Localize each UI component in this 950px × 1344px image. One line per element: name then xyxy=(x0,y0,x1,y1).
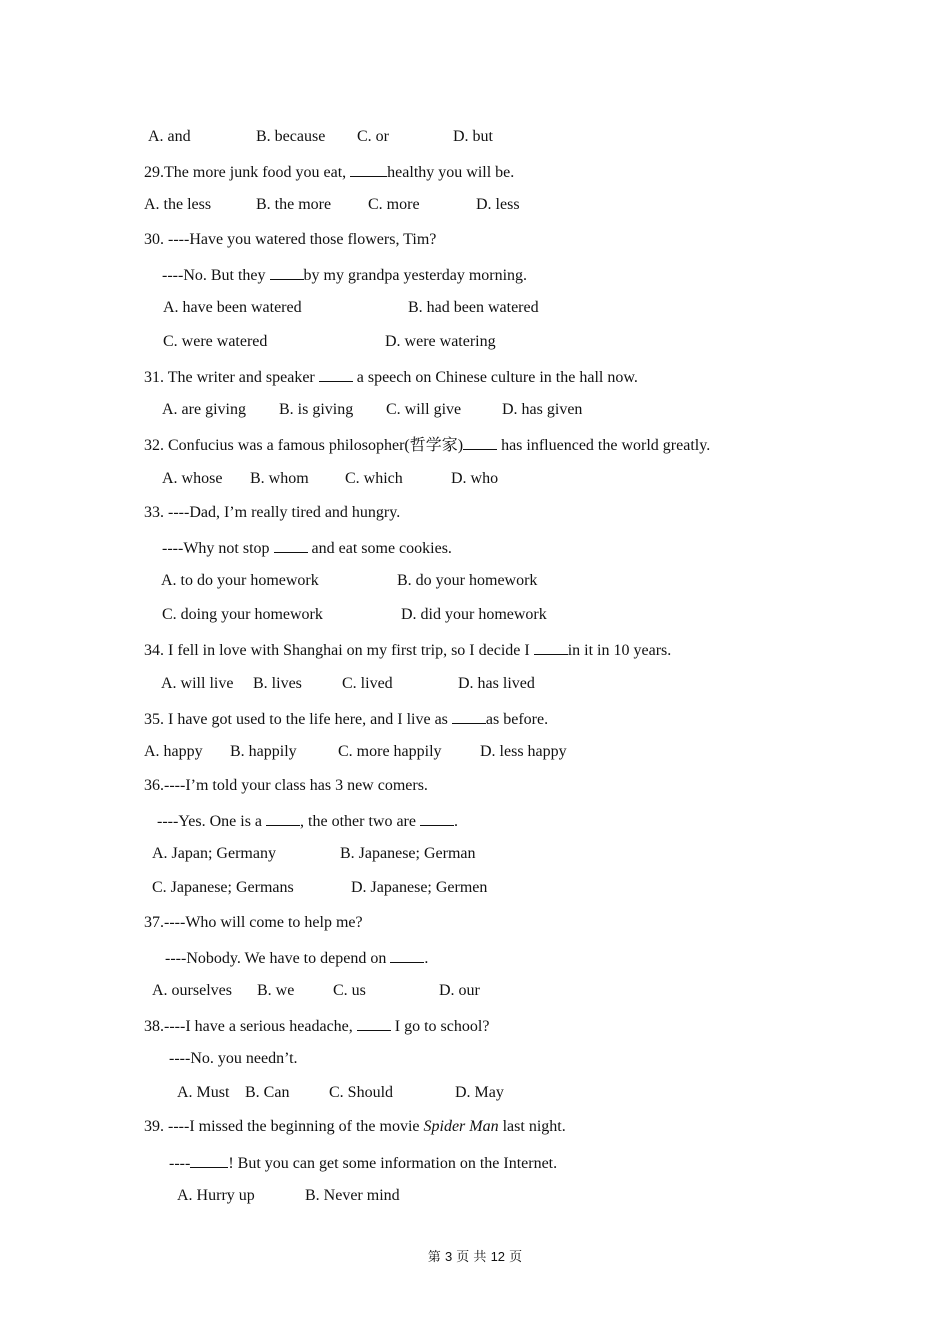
page-footer: 第 3 页 共 12 页 xyxy=(427,1249,523,1265)
answer-blank xyxy=(270,264,304,280)
q34-option-d: D. has lived xyxy=(458,675,535,692)
q30-option-a: A. have been watered xyxy=(163,299,302,316)
answer-blank xyxy=(534,639,568,655)
q32-option-d: D. who xyxy=(451,470,499,487)
q29-option-b: B. the more xyxy=(256,196,332,213)
q29-question: 29.The more junk food you eat, healthy you will be. xyxy=(144,161,514,183)
answer-blank xyxy=(390,947,424,963)
answer-blank xyxy=(274,537,308,553)
q36-option-b: B. Japanese; German xyxy=(340,845,476,862)
q28-option-d: D. but xyxy=(453,128,493,145)
q34-option-b: B. lives xyxy=(253,675,302,692)
q28-option-a: A. and xyxy=(148,128,191,145)
q33-option-d: D. did your homework xyxy=(401,606,547,623)
q28-option-b: B. because xyxy=(256,128,326,145)
q31-question: 31. The writer and speaker a speech on Chinese culture in the hall now. xyxy=(144,366,638,388)
answer-blank xyxy=(266,810,300,826)
q30-option-d: D. were watering xyxy=(385,333,496,350)
q37-option-d: D. our xyxy=(439,982,480,999)
answer-blank xyxy=(190,1152,228,1168)
q35-question: 35. I have got used to the life here, and I live as as before. xyxy=(144,708,548,730)
q35-option-a: A. happy xyxy=(144,743,203,760)
q38-option-d: D. May xyxy=(455,1084,504,1101)
q38-response: ----No. you needn’t. xyxy=(169,1050,298,1067)
q33-question: 33. ----Dad, I’m really tired and hungry. xyxy=(144,504,401,521)
q36-option-a: A. Japan; Germany xyxy=(152,845,276,862)
q36-option-d: D. Japanese; Germen xyxy=(351,879,488,896)
answer-blank xyxy=(350,161,387,177)
q30-option-c: C. were watered xyxy=(163,333,268,350)
page-number: 3 xyxy=(444,1249,453,1264)
q30-response: ----No. But they by my grandpa yesterday morning. xyxy=(162,264,527,286)
q39-response: ---- ! But you can get some information on the Internet. xyxy=(169,1152,557,1174)
q36-response: ----Yes. One is a , the other two are . xyxy=(157,810,458,832)
q32-question: 32. Confucius was a famous philosopher(哲学家) has influenced the world greatly. xyxy=(144,434,710,456)
q37-option-b: B. we xyxy=(257,982,295,999)
q39-option-a: A. Hurry up xyxy=(177,1187,255,1204)
q35-option-c: C. more happily xyxy=(338,743,442,760)
answer-blank xyxy=(463,434,497,450)
q28-option-c: C. or xyxy=(357,128,389,145)
q29-option-a: A. the less xyxy=(144,196,212,213)
q32-option-a: A. whose xyxy=(162,470,223,487)
q32-option-c: C. which xyxy=(345,470,403,487)
q31-option-d: D. has given xyxy=(502,401,583,418)
q35-option-b: B. happily xyxy=(230,743,297,760)
q31-option-b: B. is giving xyxy=(279,401,354,418)
answer-blank xyxy=(357,1015,391,1031)
q37-option-a: A. ourselves xyxy=(152,982,232,999)
q29-option-c: C. more xyxy=(368,196,420,213)
q37-response: ----Nobody. We have to depend on . xyxy=(165,947,428,969)
total-pages: 12 xyxy=(490,1249,506,1264)
q34-option-a: A. will live xyxy=(161,675,234,692)
q33-response: ----Why not stop and eat some cookies. xyxy=(162,537,452,559)
q37-option-c: C. us xyxy=(333,982,366,999)
q30-question: 30. ----Have you watered those flowers, Tim? xyxy=(144,231,437,248)
q38-question: 38.----I have a serious headache, I go to school? xyxy=(144,1015,489,1037)
q34-option-c: C. lived xyxy=(342,675,393,692)
q38-option-a: A. Must xyxy=(177,1084,230,1101)
q35-option-d: D. less happy xyxy=(480,743,567,760)
q33-option-a: A. to do your homework xyxy=(161,572,319,589)
q39-question: 39. ----I missed the beginning of the movie Spider Man last night. xyxy=(144,1118,566,1135)
q36-question: 36.----I’m told your class has 3 new comers. xyxy=(144,777,428,794)
q31-option-a: A. are giving xyxy=(162,401,246,418)
q37-question: 37.----Who will come to help me? xyxy=(144,914,363,931)
q29-option-d: D. less xyxy=(476,196,520,213)
q38-option-b: B. Can xyxy=(245,1084,290,1101)
answer-blank xyxy=(420,810,454,826)
q31-option-c: C. will give xyxy=(386,401,462,418)
q38-option-c: C. Should xyxy=(329,1084,394,1101)
answer-blank xyxy=(452,708,486,724)
q36-option-c: C. Japanese; Germans xyxy=(152,879,294,896)
q33-option-c: C. doing your homework xyxy=(162,606,323,623)
q33-option-b: B. do your homework xyxy=(397,572,538,589)
q32-option-b: B. whom xyxy=(250,470,309,487)
q30-option-b: B. had been watered xyxy=(408,299,539,316)
answer-blank xyxy=(319,366,353,382)
movie-title: Spider Man xyxy=(423,1118,499,1135)
q34-question: 34. I fell in love with Shanghai on my first trip, so I decide I in it in 10 years. xyxy=(144,639,671,661)
q39-option-b: B. Never mind xyxy=(305,1187,400,1204)
